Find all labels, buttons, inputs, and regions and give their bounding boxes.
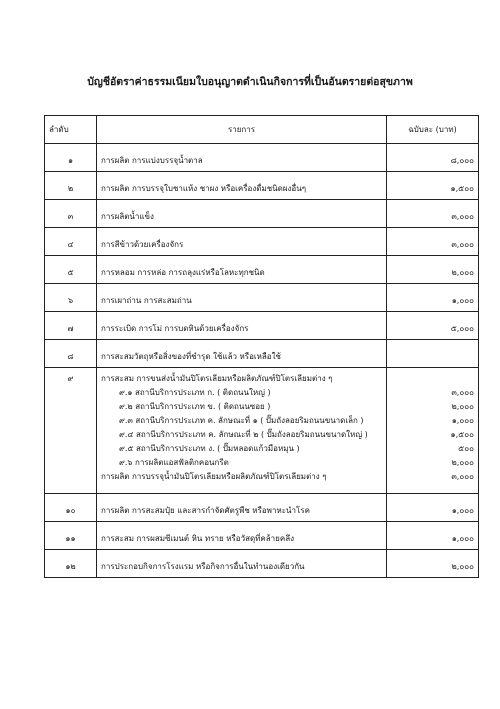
row-fee: ๑,๕๐๐	[387, 172, 479, 200]
row-no: ๓	[45, 200, 97, 228]
sub-fee	[391, 372, 474, 386]
row-no: ๕	[45, 256, 97, 284]
row-item: การผลิตน้ำแข็ง	[97, 200, 387, 228]
row-no: ๘	[45, 340, 97, 368]
row-item: การประกอบกิจการโรงแรม หรือกิจการอื่นในทำนองเดียวกัน	[97, 550, 387, 578]
row-no: ๒	[45, 172, 97, 200]
row-no: ๑	[45, 144, 97, 172]
table-row	[45, 494, 479, 522]
row-no: ๖	[45, 284, 97, 312]
table-row	[45, 522, 479, 550]
row-no: ๔	[45, 228, 97, 256]
row-fee-group	[387, 368, 479, 494]
row-fee: ๓,๐๐๐	[387, 228, 479, 256]
row-no: ๗	[45, 312, 97, 340]
sub-item: ๙.๕ สถานีบริการประเภท ง. ( ปั๊มหลอดแก้วมือหมุน )	[119, 444, 300, 453]
sub-item: การสะสม การขนส่งน้ำมันปิโตรเลียมหรือผลิตภัณฑ์ปิโตรเลียมต่าง ๆ	[101, 374, 333, 383]
sub-item: ๙.๒ สถานีบริการประเภท ข. ( ติดถนนซอย )	[119, 402, 271, 411]
row-item: การระเบิด การโม่ การบดหินด้วยเครื่องจักร	[97, 312, 387, 340]
sub-fee: ๒,๐๐๐	[451, 458, 474, 467]
row-fee: ๓,๐๐๐	[387, 200, 479, 228]
sub-fee: ๓,๐๐๐	[451, 472, 474, 481]
row-fee	[387, 340, 479, 368]
row-item: การเผาถ่าน การสะสมถ่าน	[97, 284, 387, 312]
row-fee: ๒,๐๐๐	[387, 550, 479, 578]
row-no: ๙	[45, 368, 97, 494]
table-row-group	[45, 368, 479, 494]
header-fee: ฉบับละ (บาท)	[387, 116, 479, 144]
row-no: ๑๑	[45, 522, 97, 550]
table-row	[45, 172, 479, 200]
row-item: การสะสม การผสมซีเมนต์ หิน ทราย หรือวัสดุที่คล้ายคลึง	[97, 522, 387, 550]
table-row	[45, 144, 479, 172]
row-item-group	[97, 368, 387, 494]
row-item: การหลอม การหล่อ การถลุงแร่หรือโลหะทุกชนิด	[97, 256, 387, 284]
row-item: การผลิต การบรรจุใบชาแห้ง ชาผง หรือเครื่องดื่มชนิดผงอื่นๆ	[97, 172, 387, 200]
fee-table	[44, 115, 479, 578]
row-item: การสีข้าวด้วยเครื่องจักร	[97, 228, 387, 256]
table-row	[45, 550, 479, 578]
row-no: ๑๒	[45, 550, 97, 578]
table-row	[45, 312, 479, 340]
row-fee: ๑,๐๐๐	[387, 494, 479, 522]
row-item: การสะสมวัตถุหรือสิ่งของที่ชำรุด ใช้แล้ว หรือเหลือใช้	[97, 340, 387, 368]
row-fee: ๑,๐๐๐	[387, 284, 479, 312]
table-row	[45, 284, 479, 312]
sub-fee: ๑,๕๐๐	[450, 430, 474, 439]
table-row	[45, 340, 479, 368]
sub-item: ๙.๖ การผลิตแอสฟัลติกคอนกรีต	[119, 458, 229, 467]
header-no: ลำดับ	[45, 116, 97, 144]
row-fee: ๑,๐๐๐	[387, 522, 479, 550]
table-row	[45, 228, 479, 256]
table-row	[45, 200, 479, 228]
table-header-row	[45, 116, 479, 144]
page-title: บัญชีอัตราค่าธรรมเนียมใบอนุญาตดำเนินกิจการที่เป็นอันตรายต่อสุขภาพ	[87, 76, 413, 88]
row-item: การผลิต การสะสมปุ๋ย และสารกำจัดศัตรูพืช หรือพาหะนำโรค	[97, 494, 387, 522]
row-item: การผลิต การแบ่งบรรจุน้ำตาล	[97, 144, 387, 172]
header-item: รายการ	[97, 116, 387, 144]
row-fee: ๘,๐๐๐	[387, 144, 479, 172]
row-fee: ๒,๐๐๐	[387, 256, 479, 284]
sub-fee: ๑,๐๐๐	[451, 416, 474, 425]
sub-item: ๙.๓ สถานีบริการประเภท ค. ลักษณะที่ ๑ ( ปั๊มถังลอยริมถนนขนาดเล็ก )	[119, 416, 364, 425]
sub-fee: ๒,๐๐๐	[451, 402, 474, 411]
row-fee: ๕,๐๐๐	[387, 312, 479, 340]
sub-fee: ๕๐๐	[458, 444, 474, 453]
sub-item: ๙.๑ สถานีบริการประเภท ก. ( ติดถนนใหญ่ )	[119, 388, 271, 397]
sub-item: การผลิต การบรรจุน้ำมันปิโตรเลียมหรือผลิตภัณฑ์ปิโตรเลียมต่าง ๆ	[101, 472, 327, 481]
sub-fee: ๓,๐๐๐	[451, 388, 474, 397]
row-no: ๑๐	[45, 494, 97, 522]
table-row	[45, 256, 479, 284]
sub-item: ๙.๔ สถานีบริการประเภท ค. ลักษณะที่ ๒ ( ปั๊มถังลอยริมถนนขนาดใหญ่ )	[119, 430, 368, 439]
